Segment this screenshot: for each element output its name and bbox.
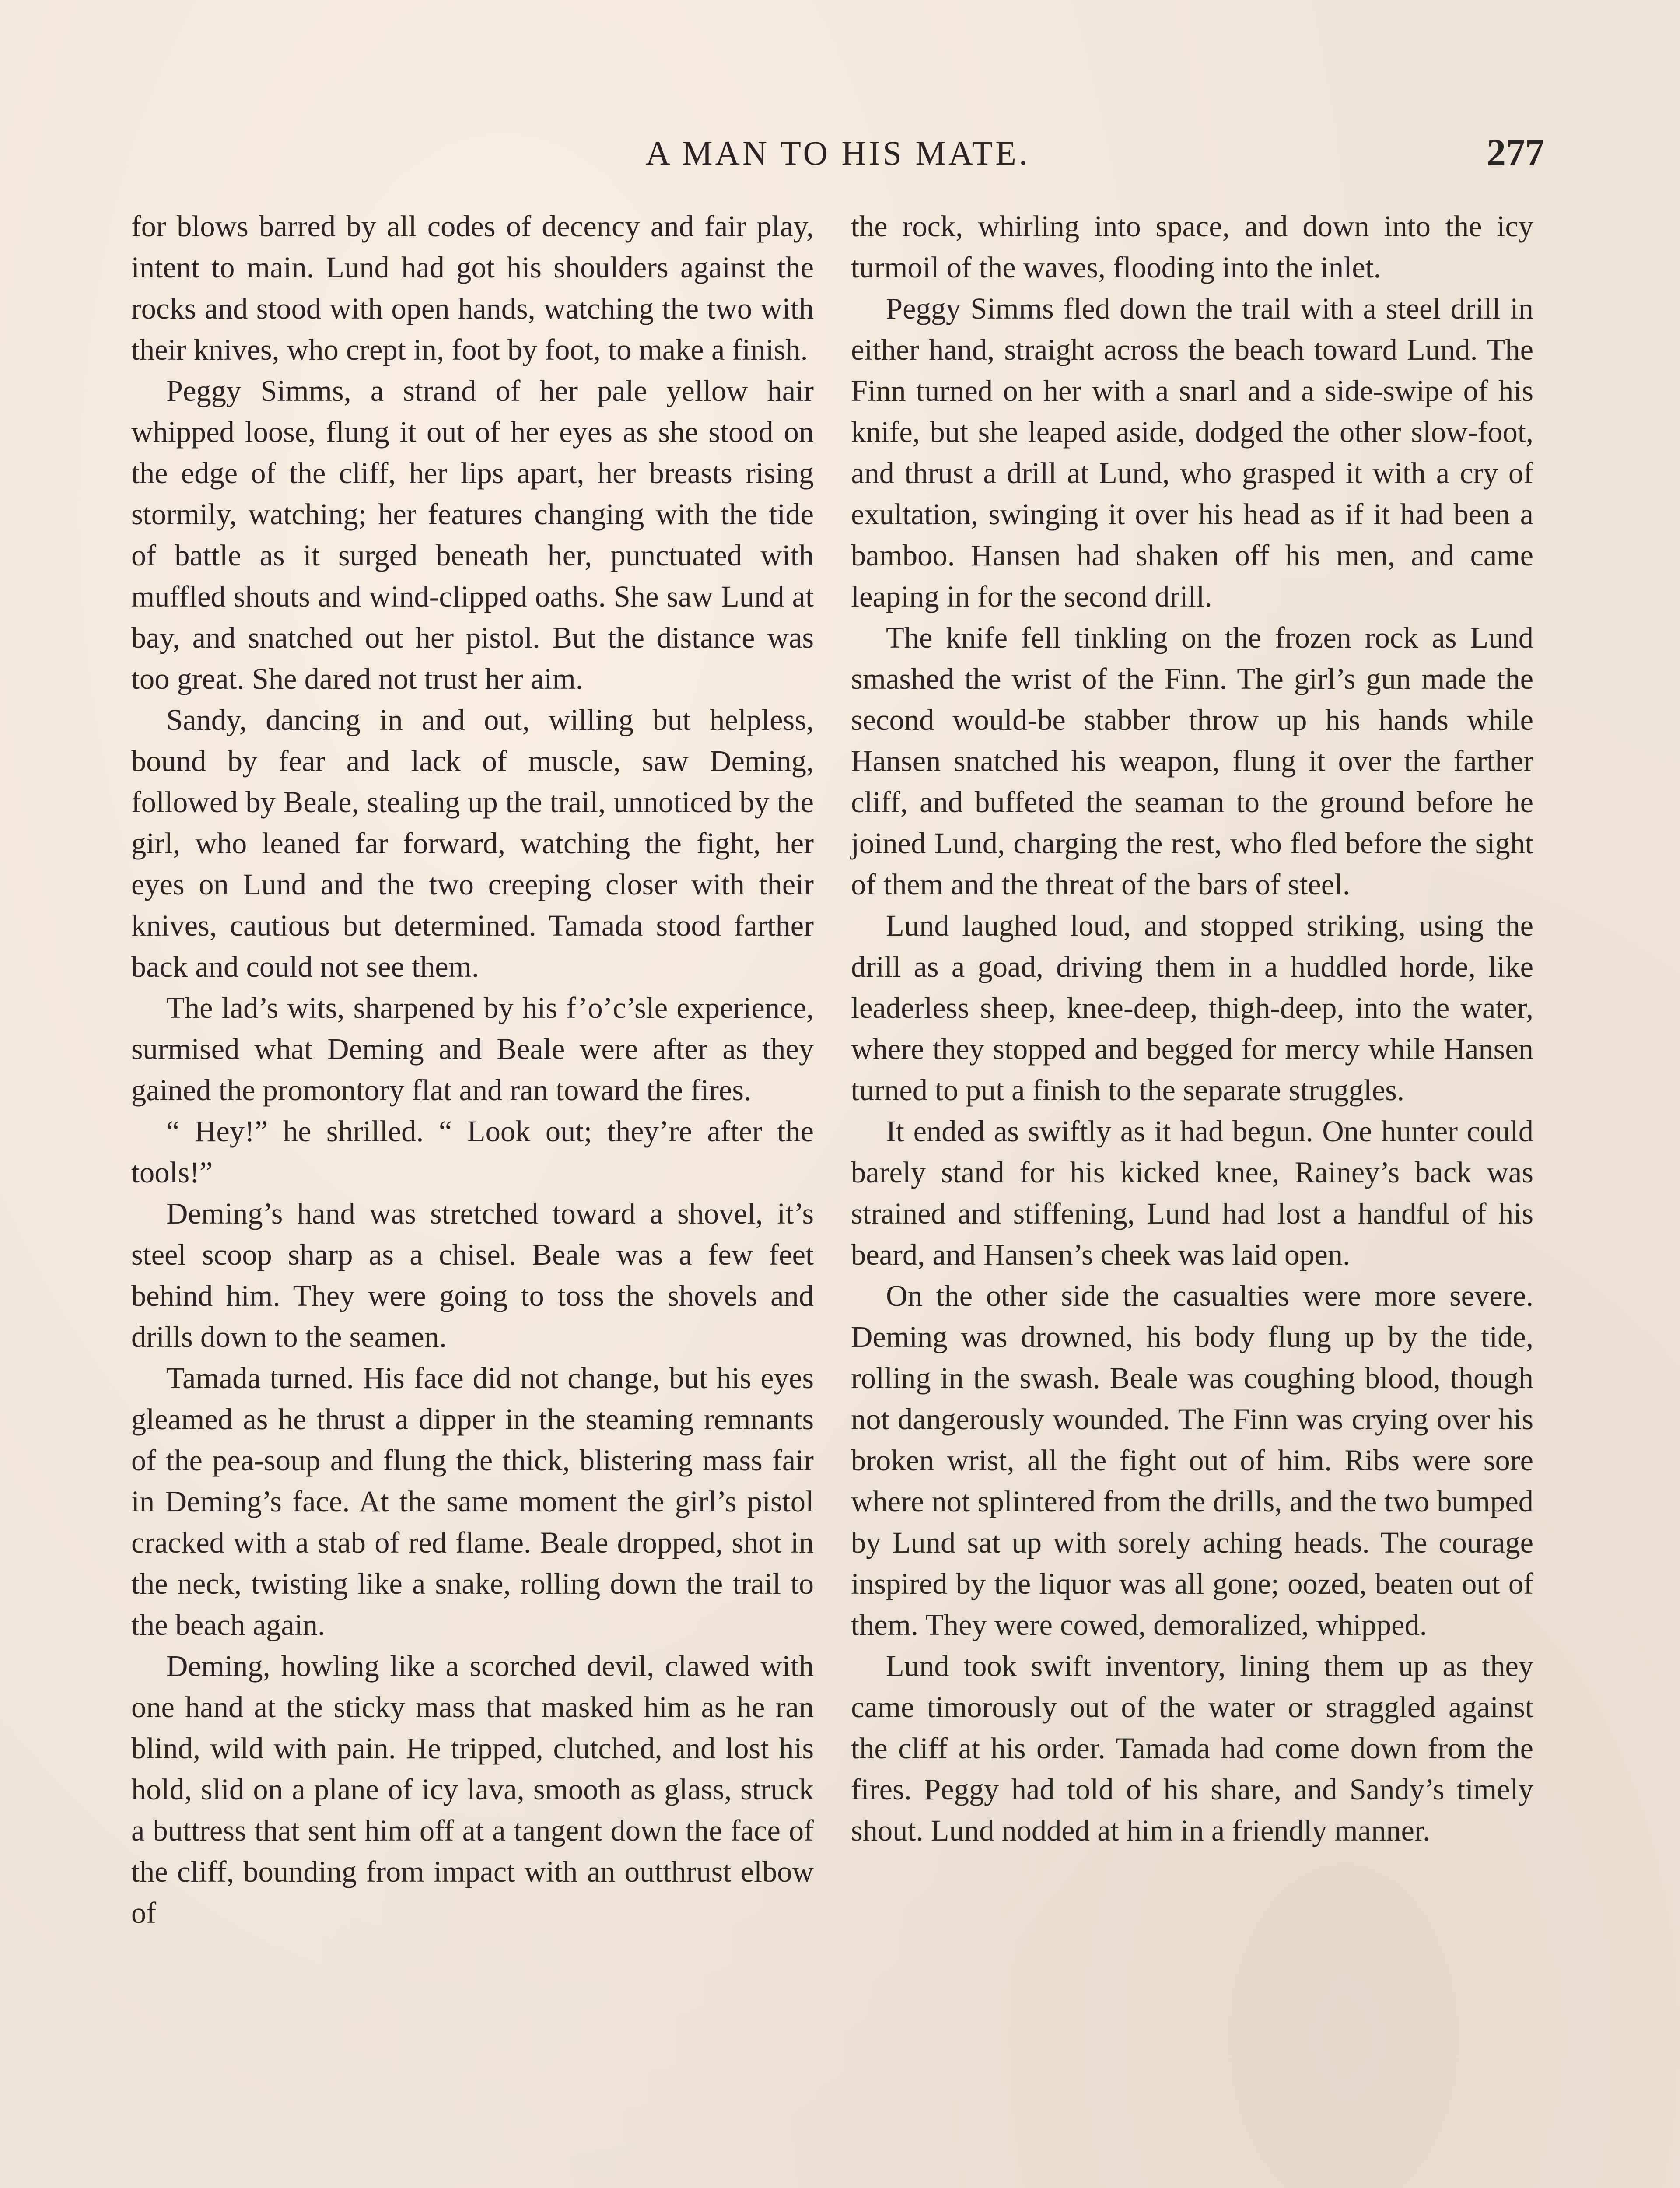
- page-header: [131, 129, 1544, 177]
- paragraph: Sandy, dancing in and out, willing but helpless, bound by fear and lack of muscle, saw Deming, followed by Beale, stealing up the trail, unnoticed by the girl, who leaned far forward, watching the fight, her eyes on Lund and the two creeping closer with their knives, cautious but determined. Tamada stood farther back and could not see them.: [131, 703, 814, 983]
- paragraph: Peggy Simms fled down the trail with a steel drill in either hand, straight across the beach toward Lund. The Finn turned on her with a snarl and a side-swipe of his knife, but she leaped aside, dodged the other slow-foot, and thrust a drill at Lund, who grasped it with a cry of exultation, swinging it over his head as if it had been a bamboo. Hansen had shaken off his men, and came leaping in for the second drill.: [851, 292, 1533, 613]
- paragraph: The knife fell tinkling on the frozen rock as Lund smashed the wrist of the Finn. The girl’s gun made the second would-be stabber throw up his hands while Hansen snatched his weapon, flung it over the farther cliff, and buffeted the seaman to the ground before he joined Lund, charging the rest, who fled before the sight of them and the threat of the bars of steel.: [851, 621, 1533, 901]
- left-column: [131, 206, 814, 2188]
- right-column: [851, 206, 1533, 2188]
- paragraph: Lund laughed loud, and stopped striking, using the drill as a goad, driving them in a huddled horde, like leaderless sheep, knee-deep, thigh-deep, into the water, where they stopped and begged for mercy while Hansen turned to put a finish to the separate struggles.: [851, 909, 1533, 1107]
- paragraph: the rock, whirling into space, and down into the icy turmoil of the waves, flooding into the inlet.: [851, 210, 1533, 284]
- page-number: 277: [1487, 132, 1544, 174]
- paragraph: It ended as swiftly as it had begun. One hunter could barely stand for his kicked knee, Rainey’s back was strained and stiffening, Lund had lost a handful of his beard, and Hansen’s cheek was laid open.: [851, 1115, 1533, 1271]
- paragraph: “ Hey!” he shrilled. “ Look out; they’re after the tools!”: [131, 1115, 814, 1189]
- paragraph: Deming’s hand was stretched toward a shovel, it’s steel scoop sharp as a chisel. Beale was a few feet behind him. They were going to toss the shovels and drills down to the seamen.: [131, 1197, 814, 1353]
- paragraph: Peggy Simms, a strand of her pale yellow hair whipped loose, flung it out of her eyes as she stood on the edge of the cliff, her lips apart, her breasts rising stormily, watching; her features changing with the tide of battle as it surged beneath her, punctuated with muffled shouts and wind-clipped oaths. She saw Lund at bay, and snatched out her pistol. But the distance was too great. She dared not trust her aim.: [131, 374, 814, 695]
- paragraph: Lund took swift inventory, lining them up as they came timorously out of the water or straggled against the cliff at his order. Tamada had come down from the fires. Peggy had told of his share, and Sandy’s timely shout. Lund nodded at him in a friendly manner.: [851, 1649, 1533, 1847]
- paragraph: Deming, howling like a scorched devil, clawed with one hand at the sticky mass that masked him as he ran blind, wild with pain. He tripped, clutched, and lost his hold, slid on a plane of icy lava, smooth as glass, struck a buttress that sent him off at a tangent down the face of the cliff, bounding from impact with an outthrust elbow of: [131, 1649, 814, 1929]
- running-title: A MAN TO HIS MATE.: [645, 134, 1030, 172]
- paragraph: The lad’s wits, sharpened by his f’o’c’sle experience, surmised what Deming and Beale were after as they gained the promontory flat and ran toward the fires.: [131, 991, 814, 1107]
- paragraph: Tamada turned. His face did not change, but his eyes gleamed as he thrust a dipper in the steaming remnants of the pea-soup and flung the thick, blistering mass fair in Deming’s face. At the same moment the girl’s pistol cracked with a stab of red flame. Beale dropped, shot in the neck, twisting like a snake, rolling down the trail to the beach again.: [131, 1361, 814, 1641]
- paragraph: On the other side the casualties were more severe. Deming was drowned, his body flung up by the tide, rolling in the swash. Beale was coughing blood, though not dangerously wounded. The Finn was crying over his broken wrist, all the fight out of him. Ribs were sore where not splintered from the drills, and the two bumped by Lund sat up with sorely aching heads. The courage inspired by the liquor was all gone; oozed, beaten out of them. They were cowed, demoralized, whipped.: [851, 1279, 1533, 1641]
- paragraph: for blows barred by all codes of decency and fair play, intent to main. Lund had got his shoulders against the rocks and stood with open hands, watching the two with their knives, who crept in, foot by foot, to make a finish.: [131, 210, 814, 366]
